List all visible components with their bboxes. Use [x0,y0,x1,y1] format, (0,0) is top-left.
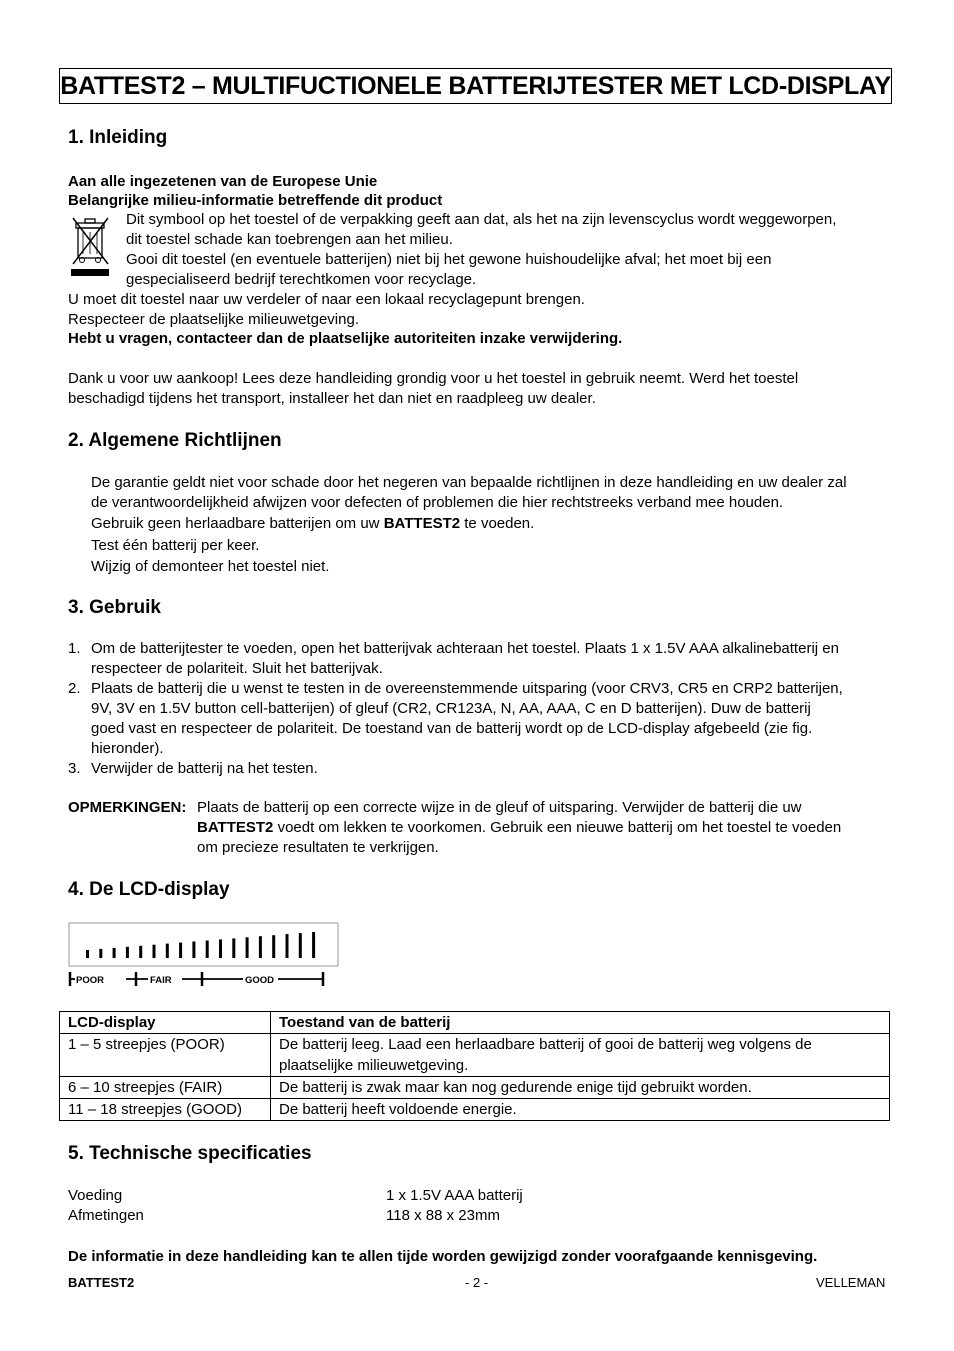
table-row [60,1099,890,1121]
table-header-row [60,1012,890,1034]
list-number-1: 1. [68,640,81,657]
footer-model: BATTEST2 [68,1275,135,1290]
lcd-bar [99,949,102,958]
step-2c: goed vast en respecteer de polariteit. De toestand van de batterij wordt op de LCD-display afgebeeld (zie fig. [91,720,813,737]
guideline-3: Test één batterij per keer. [91,537,260,554]
lcd-display-figure [66,920,342,992]
weee-bin-icon [70,214,112,280]
step-3: Verwijder de batterij na het testen. [91,760,318,777]
footer-page-number: - 2 - [465,1275,489,1290]
lcd-bar [232,938,235,958]
thanks-text-1: Dank u voor uw aankoop! Lees deze handleiding grondig voor u het toestel in gebruik neemt. Werd het toestel [68,370,799,387]
lcd-bar [166,944,169,958]
lcd-bar [206,941,209,959]
spec-label-dimensions: Afmetingen [68,1207,144,1224]
contact-authorities: Hebt u vragen, contacteer dan de plaatselijke autoriteiten inzake verwijdering. [68,330,623,347]
lcd-bars [86,932,315,958]
lcd-bar [192,942,195,959]
table-cell: De batterij leeg. Laad een herlaadbare batterij of gooi de batterij weg volgens de plaatselijke milieuwetgeving. [271,1034,890,1077]
section-4-heading: 4. De LCD-display [68,879,230,900]
lcd-bar [153,945,156,958]
lcd-bar [139,946,142,958]
lcd-bar [272,935,275,958]
spec-value-dimensions: 118 x 88 x 23mm [386,1207,500,1224]
weee-text-2: dit toestel schade kan toebrengen aan het milieu. [126,231,453,248]
list-number-3: 3. [68,760,81,777]
weee-text-4: gespecialiseerd bedrijf terechtkomen voor recyclage. [126,271,477,288]
footer-brand: VELLEMAN [816,1275,886,1290]
disclaimer: De informatie in deze handleiding kan te allen tijde worden gewijzigd zonder voorafgaande kennisgeving. [68,1248,818,1265]
lcd-bar [179,943,182,958]
step-2a: Plaats de batterij die u wenst te testen in de overeenstemmende uitsparing (voor CRV3, CR5 en CRP2 batterijen, [91,680,843,697]
scale-label-fair: FAIR [150,975,172,986]
guideline-1a: De garantie geldt niet voor schade door het negeren van bepaalde richtlijnen in deze handleiding en uw dealer zal [91,474,847,491]
eu-residents-line: Aan alle ingezetenen van de Europese Unie [68,173,378,190]
lcd-bar [312,932,315,958]
table-row [60,1034,890,1077]
lcd-bar [259,936,262,958]
lcd-bar [286,934,289,958]
spec-label-power: Voeding [68,1187,123,1204]
list-number-2: 2. [68,680,81,697]
table-cell: 6 – 10 streepjes (FAIR) [60,1077,271,1099]
table-header-cell: Toestand van de batterij [271,1012,890,1034]
note-line-2: BATTEST2 voedt om lekken te voorkomen. Gebruik een nieuwe batterij om het toestel te voeden [197,819,842,836]
section-3-heading: 3. Gebruik [68,597,161,618]
weee-text-1: Dit symbool op het toestel of de verpakking geeft aan dat, als het na zijn levenscyclus wordt weggeworpen, [126,211,837,228]
note-line-3: om precieze resultaten te verkrijgen. [197,839,439,856]
section-2-heading: 2. Algemene Richtlijnen [68,430,282,451]
table-row [60,1077,890,1099]
scale-label-good: GOOD [245,975,275,986]
lcd-bar [219,939,222,958]
table-cell: 11 – 18 streepjes (GOOD) [60,1099,271,1121]
guideline-2: Gebruik geen herlaadbare batterijen om uw BATTEST2 te voeden. [91,515,535,532]
lcd-bar [113,948,116,958]
guideline-1b: de verantwoordelijkheid afwijzen voor defecten of problemen die hier rechtstreeks verband mee houden. [91,494,784,511]
scale-label-poor: POOR [76,975,104,986]
lcd-bar [86,950,89,958]
step-1b: respecteer de polariteit. Sluit het batterijvak. [91,660,383,677]
document-title: BATTEST2 – MULTIFUCTIONELE BATTERIJTESTER MET LCD-DISPLAY [59,68,892,104]
lcd-bar [299,933,302,958]
note-line-1: Plaats de batterij op een correcte wijze in de gleuf of uitsparing. Verwijder de batterij die uw [197,799,802,816]
lcd-bar [126,947,129,958]
guideline-4: Wijzig of demonteer het toestel niet. [91,558,330,575]
table-cell: 1 – 5 streepjes (POOR) [60,1034,271,1077]
table-header-cell: LCD-display [60,1012,271,1034]
step-2d: hieronder). [91,740,164,757]
table-cell: De batterij heeft voldoende energie. [271,1099,890,1121]
step-2b: 9V, 3V en 1.5V button cell-batterijen) of gleuf (CR2, CR123A, N, AA, AAA, C en D batterijen). Duw de batterij [91,700,811,717]
environment-info-line: Belangrijke milieu-informatie betreffende dit product [68,192,443,209]
respect-legislation: Respecteer de plaatselijke milieuwetgeving. [68,311,359,328]
step-1a: Om de batterijtester te voeden, open het batterijvak achteraan het toestel. Plaats 1 x 1.5V AAA alkalinebatterij en [91,640,839,657]
lcd-bar [246,937,249,958]
section-5-heading: 5. Technische specificaties [68,1143,312,1164]
weee-text-3: Gooi dit toestel (en eventuele batterijen) niet bij het gewone huishoudelijke afval; het moet bij een [126,251,772,268]
thanks-text-2: beschadigd tijdens het transport, installeer het dan niet en raadpleeg uw dealer. [68,390,596,407]
table-cell: De batterij is zwak maar kan nog gedurende enige tijd gebruikt worden. [271,1077,890,1099]
section-1-heading: 1. Inleiding [68,127,168,148]
lcd-status-table [59,1011,890,1121]
recycle-instruction: U moet dit toestel naar uw verdeler of naar een lokaal recyclagepunt brengen. [68,291,585,308]
notes-label: OPMERKINGEN: [68,799,187,816]
spec-value-power: 1 x 1.5V AAA batterij [386,1187,523,1204]
